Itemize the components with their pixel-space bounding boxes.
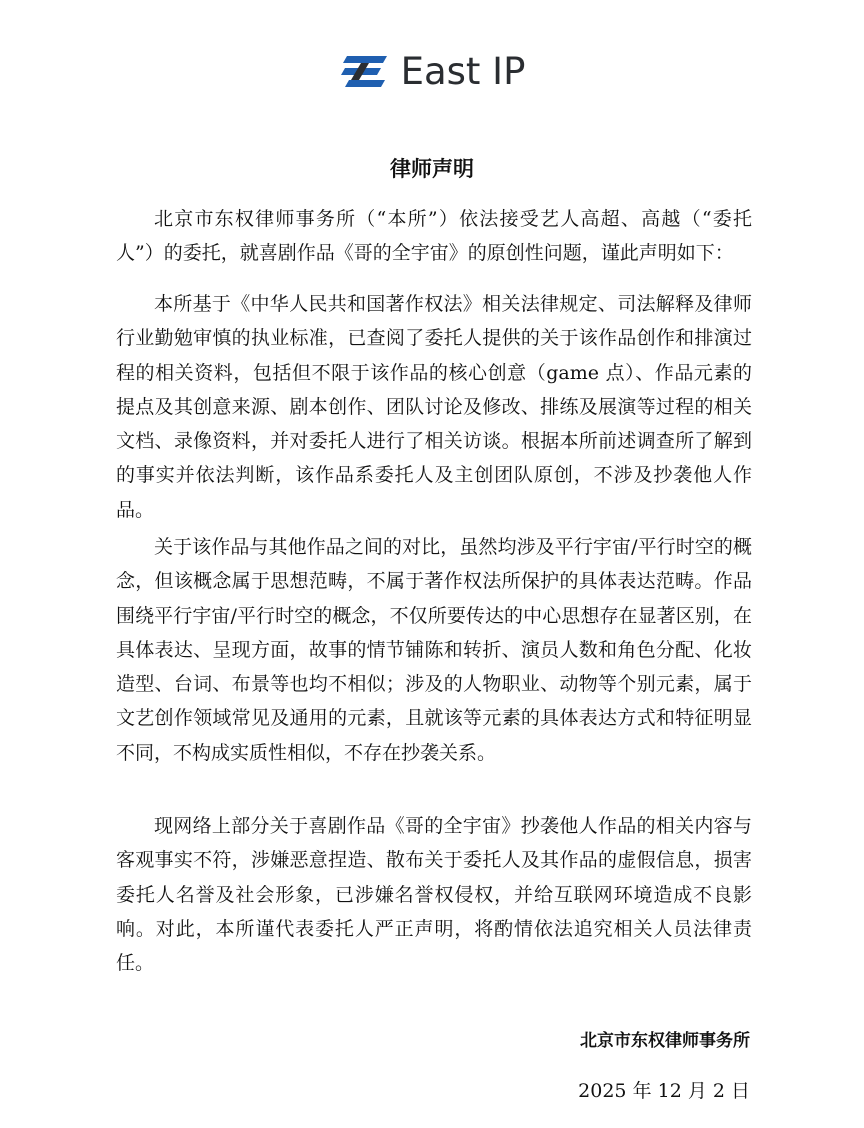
signature-date: 2025 年 12 月 2 日 [578,1080,750,1102]
paragraph: 本所基于《中华人民共和国著作权法》相关法律规定、司法解释及律师行业勤勉审慎的执业标准，已查阅了委托人提供的关于该作品创作和排演过程的相关资料，包括但不限于该作品的核心创意（game 点）、作品元素的提点及其创意来源、剧本创作、团队讨论及修改、排练及展演等过程的相关文档、录像资料，并对委托人进行了相关访谈。根据本所前述调查所了解到的事实并依法判断，该作品系委托人及主创团队原创，不涉及抄袭他人作品。 [116,293,752,521]
east-ip-logo-icon [339,54,391,90]
logo-text: East IP [400,50,526,93]
paragraph: 现网络上部分关于喜剧作品《哥的全宇宙》抄袭他人作品的相关内容与客观事实不符，涉嫌恶意捏造、散布关于委托人及其作品的虚假信息，损害委托人名誉及社会形象，已涉嫌名誉权侵权，并给互联网环境造成不良影响。对此，本所谨代表委托人严正声明，将酌情依法追究相关人员法律责任。 [116,815,752,975]
paragraph: 北京市东权律师事务所（“本所”）依法接受艺人高超、高越（“委托人”）的委托，就喜剧作品《哥的全宇宙》的原创性问题，谨此声明如下： [116,208,752,265]
logo [0,52,864,92]
signature-firm: 北京市东权律师事务所 [580,1031,750,1051]
paragraph: 关于该作品与其他作品之间的对比，虽然均涉及平行宇宙/平行时空的概念，但该概念属于思想范畴，不属于著作权法所保护的具体表达范畴。作品围绕平行宇宙/平行时空的概念，不仅所要传达的中心思想存在显著区别，在具体表达、呈现方面，故事的情节铺陈和转折、演员人数和角色分配、化妆造型、台词、布景等也均不相似；涉及的人物职业、动物等个别元素，属于文艺创作领域常见及通用的元素，且就该等元素的具体表达方式和特征明显不同，不构成实质性相似，不存在抄袭关系。 [116,536,752,764]
document-title: 律师声明 [390,157,474,181]
